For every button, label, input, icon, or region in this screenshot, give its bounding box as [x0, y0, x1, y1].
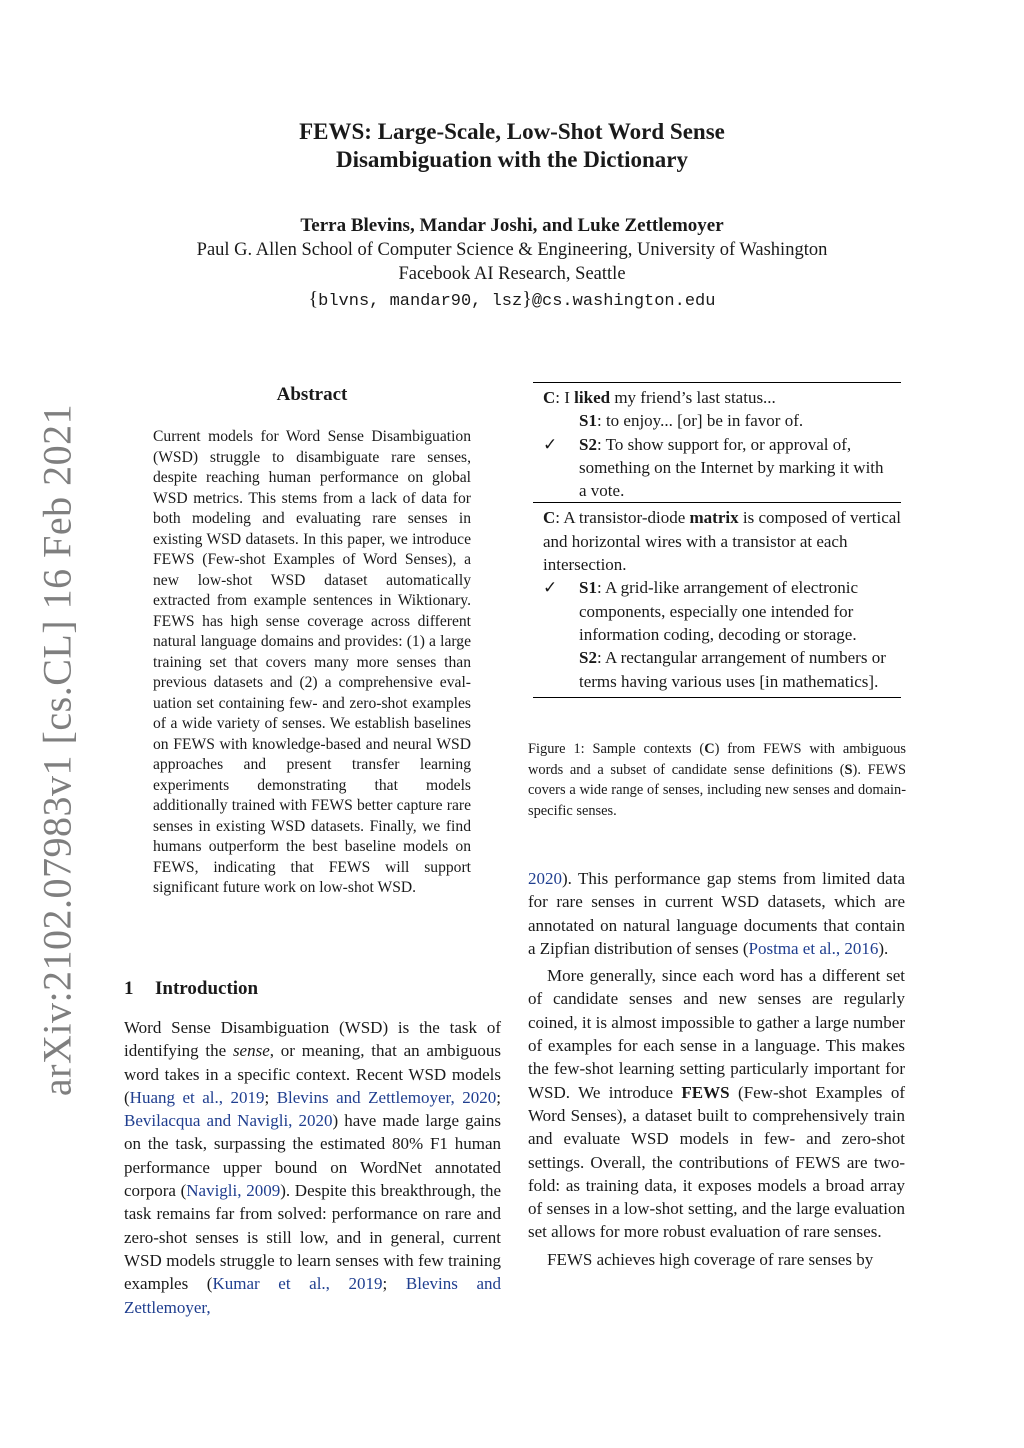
citation-link[interactable]: Navigli, 2009: [186, 1181, 281, 1201]
emphasized-term: sense: [232, 1041, 270, 1061]
example-1-sense-1: [533, 409, 901, 432]
intro-paragraph-2: [528, 964, 905, 1244]
sense-definition: : A rectangular arrangement of numbers or terms having various uses [in mathematics].: [579, 648, 886, 691]
citation-link[interactable]: Postma et al., 2016: [748, 938, 879, 958]
example-2-sense-2: [533, 646, 901, 693]
arxiv-identifier: arXiv:2102.07983v1 [cs.CL] 16 Feb 2021: [34, 403, 80, 1097]
caption-text: Figure 1: Sample contexts (: [528, 741, 705, 757]
sense-definition: : to enjoy... [or] be in favor of.: [596, 411, 804, 431]
affiliation-uw: Paul G. Allen School of Computer Science & Engineering, University of Washington: [196, 240, 828, 260]
body-text: (Few-shot Examples of Word Senses), a dataset built to comprehensively train and evaluate WSD models in few- and zero-shot settings. Overall, the contributions of FEWS are two-fold: as training data, it exposes models a broad array of senses in a low-shot setting, and the large evaluation set allows for more robust evaluation of rare senses.: [528, 1082, 905, 1242]
citation-link[interactable]: Bevilacqua and Navigli, 2020: [124, 1111, 333, 1131]
author-names: Terra Blevins, Mandar Joshi, and Luke Zettlemoyer: [300, 215, 724, 236]
table-bottom-rule: [533, 697, 901, 698]
section-number: 1: [124, 978, 134, 999]
context-text: : A transistor-diode: [555, 508, 690, 528]
introduction-right-column: [528, 867, 905, 1271]
caption-bold-s: S: [844, 761, 853, 778]
ambiguous-word: matrix: [689, 508, 739, 528]
affiliation-fair: Facebook AI Research, Seattle: [398, 264, 626, 284]
caption-bold-c: C: [704, 741, 715, 757]
check-icon: ✓: [543, 578, 558, 598]
caption-text: ). FEWS covers a wide range of senses, including new senses and domain-specific senses.: [528, 761, 906, 819]
author-block: [0, 214, 1024, 315]
citation-link[interactable]: Huang et al., 2019: [129, 1087, 265, 1107]
body-text: , or meaning, that an ambiguous word takes in a specific context. Recent WSD models (: [124, 1041, 502, 1107]
email-brace-close: }: [522, 288, 532, 310]
citation-link[interactable]: Blevins and Zettlemoyer,: [124, 1274, 501, 1317]
caption-text: ) from FEWS with ambiguous words and a subset of candidate sense definitions (: [528, 741, 906, 778]
section-title: Introduction: [155, 978, 259, 999]
citation-separator: ;: [496, 1087, 501, 1107]
sense-label: S2: [579, 434, 597, 454]
paper-title-line-2: Disambiguation with the Dictionary: [335, 147, 689, 172]
citation-separator: ;: [382, 1274, 406, 1294]
citation-separator: ;: [264, 1087, 277, 1107]
sense-label: S2: [579, 648, 597, 668]
citation-link[interactable]: 2020: [528, 869, 562, 888]
body-text: ).: [878, 938, 889, 958]
context-text: my friend’s last status...: [610, 388, 776, 407]
citation-link[interactable]: Kumar et al., 2019: [212, 1274, 383, 1294]
example-2-context: [533, 503, 901, 576]
intro-paragraph-1-continued: [528, 867, 905, 960]
sense-label: S1: [579, 411, 597, 431]
dataset-name: FEWS: [681, 1082, 730, 1102]
example-2-sense-1: [533, 576, 901, 646]
body-text: ) have made large gains on the task, surpassing the estimated 80% F1 human performance upper bound on WordNet annotated corpora (: [124, 1111, 501, 1201]
sense-label: S1: [579, 578, 597, 598]
context-text: : I: [555, 388, 575, 407]
ambiguous-word: liked: [574, 388, 611, 407]
abstract-text: Current models for Word Sense Disambiguation (WSD) struggle to disambiguate rare senses, despite reaching human performance on global WSD metrics. This stems from a lack of data for both modeling and evaluating rare senses in existing WSD datasets. In this paper, we introduce FEWS (Few-shot Examples of Word Senses), a new low-shot WSD dataset automatically extracted from example sentences in Wiktionary. FEWS has high sense coverage across different natural language domains and provides: (1) a large training set that covers many more senses than previous datasets and (2) a comprehensive evaluation set containing few- and zero-shot examples of a wide variety of senses. We establish baselines on FEWS with knowledge-based and neural WSD approaches and present transfer learning experiments demonstrating that models additionally trained with FEWS better capture rare senses in existing WSD datasets. Finally, we find humans outperform the best baseline models on FEWS, indicating that FEWS will support significant future work on low-shot WSD.: [153, 428, 471, 896]
section-heading-introduction: [124, 978, 258, 1000]
body-text: More generally, since each word has a different set of candidate senses and new senses are regularly coined, it is almost impossible to gather a large number of examples for each sense in a language. This makes the few-shot learning setting particularly important for WSD. We introduce: [528, 966, 905, 1102]
context-label: C: [543, 388, 556, 407]
check-icon: ✓: [543, 434, 558, 454]
context-text: is composed of vertical and horizontal wires with a transistor at each intersection.: [543, 508, 902, 575]
abstract-heading: Abstract: [276, 384, 348, 405]
email-domain: @cs.washington.edu: [531, 292, 716, 311]
body-text: Word Sense Disambiguation (WSD) is the task of identifying the: [124, 1018, 501, 1061]
intro-paragraph-1: [124, 1016, 501, 1319]
sense-definition: : A grid-like arrangement of electronic components, especially one intended for information coding, decoding or storage.: [579, 578, 859, 644]
citation-link[interactable]: Blevins and Zettlemoyer, 2020: [276, 1087, 497, 1107]
paper-title-block: [0, 118, 1024, 174]
email-usernames: blvns, mandar90, lsz: [318, 292, 523, 311]
body-text: ). Despite this breakthrough, the task remains far from solved: performance on rare and zero-shot senses is still low, and in general, current WSD models struggle to learn senses with few training examples (: [124, 1181, 502, 1294]
figure-1-table: [533, 382, 901, 698]
example-1-context: [533, 383, 901, 409]
paper-title-line-1: FEWS: Large-Scale, Low-Shot Word Sense: [299, 119, 725, 144]
intro-paragraph-3: FEWS achieves high coverage of rare senses by: [547, 1249, 874, 1269]
introduction-left-column: [124, 1016, 501, 1319]
author-emails: [0, 286, 1024, 315]
body-text: ). This performance gap stems from limited data for rare senses in current WSD datasets, which are annotated on natural language documents that contain a Zipfian distribution of senses (: [528, 869, 905, 958]
figure-1-caption: [528, 739, 906, 821]
example-1-sense-2: [533, 433, 901, 503]
context-label: C: [543, 508, 556, 528]
sense-definition: : To show support for, or approval of, something on the Internet by marking it with a vote.: [579, 434, 884, 501]
email-brace-open: {: [308, 288, 319, 310]
